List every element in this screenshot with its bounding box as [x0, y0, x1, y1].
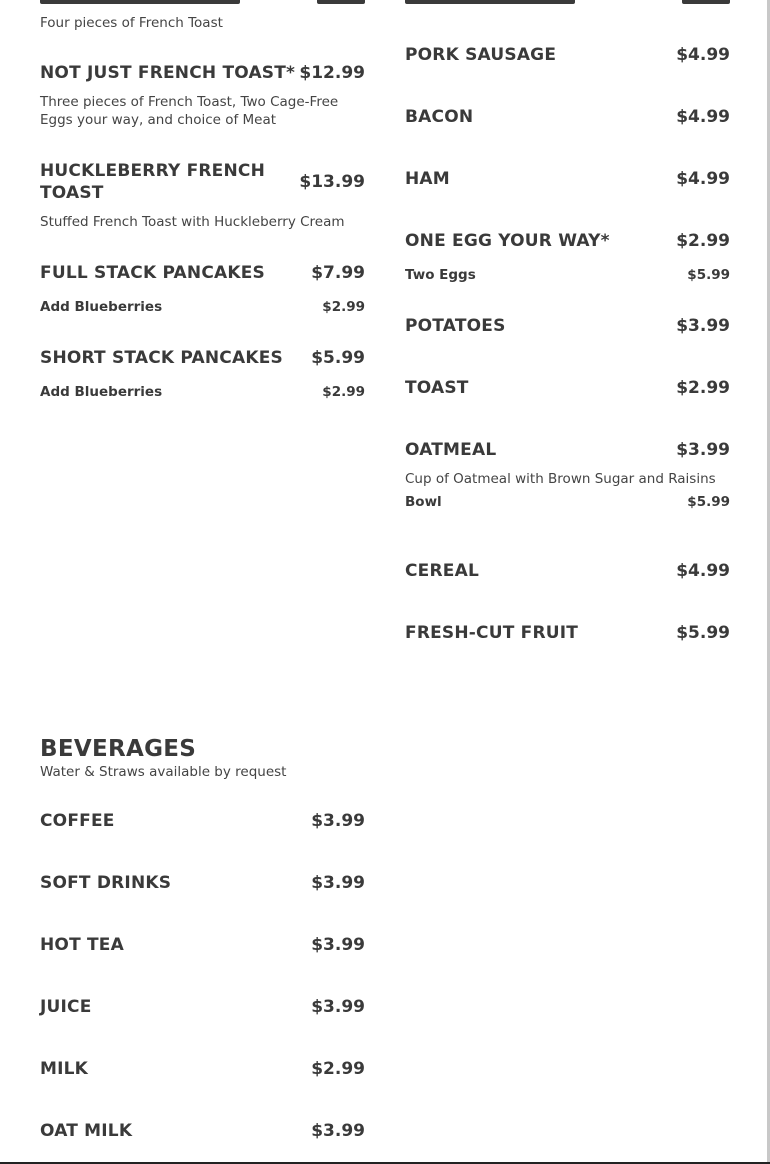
item-price: $4.99: [676, 45, 730, 65]
menu-item: [405, 439, 730, 511]
item-price: $2.99: [311, 1059, 365, 1079]
cut-off-item-name: [405, 0, 575, 4]
item-name: OAT MILK: [40, 1121, 133, 1141]
item-price: $5.99: [676, 623, 730, 643]
item-addon-price: $2.99: [322, 384, 365, 400]
item-name: HOT TEA: [40, 935, 124, 955]
cut-off-item-price: [682, 0, 730, 4]
beverages-section-header: [40, 735, 365, 781]
item-name: HUCKLEBERRY FRENCH TOAST: [40, 161, 266, 203]
item-price: $4.99: [676, 561, 730, 581]
item-name: CEREAL: [405, 561, 479, 581]
item-price: $5.99: [311, 348, 365, 368]
item-price: $3.99: [311, 1121, 365, 1141]
beverage-item: [40, 872, 365, 894]
item-name: FRESH-CUT FRUIT: [405, 623, 579, 643]
item-price: $4.99: [676, 107, 730, 127]
menu-item: [40, 262, 365, 316]
item-name: COFFEE: [40, 811, 115, 831]
section-note: Water & Straws available by request: [40, 764, 287, 780]
item-price: $12.99: [299, 63, 365, 83]
menu-item: [40, 160, 365, 231]
item-description: Four pieces of French Toast: [40, 15, 223, 31]
item-price: $3.99: [311, 873, 365, 893]
item-price: $2.99: [676, 378, 730, 398]
item-price: $2.99: [676, 231, 730, 251]
item-addon-price: $2.99: [322, 299, 365, 315]
item-price: $3.99: [311, 811, 365, 831]
menu-item: [405, 44, 730, 66]
item-name: HAM: [405, 169, 450, 189]
menu-item: [40, 62, 365, 129]
item-name: BACON: [405, 107, 474, 127]
item-description: Cup of Oatmeal with Brown Sugar and Raisins: [405, 471, 716, 487]
menu-item: [405, 622, 730, 644]
cut-off-item-name: [40, 0, 240, 4]
menu-item: [405, 230, 730, 284]
item-name: TOAST: [405, 378, 469, 398]
item-price: $3.99: [676, 316, 730, 336]
item-name: SOFT DRINKS: [40, 873, 172, 893]
item-name: PORK SAUSAGE: [405, 45, 557, 65]
menu-item: [405, 315, 730, 337]
beverage-item: [40, 934, 365, 956]
item-name: OATMEAL: [405, 440, 497, 460]
beverage-item: [40, 810, 365, 832]
beverage-item: [40, 1120, 365, 1142]
menu-item: [405, 377, 730, 399]
beverage-item: [40, 1058, 365, 1080]
menu-item-partial: [40, 14, 365, 32]
item-addon-name: Add Blueberries: [40, 384, 163, 400]
item-name: MILK: [40, 1059, 89, 1079]
beverage-item: [40, 996, 365, 1018]
item-price: $13.99: [299, 172, 365, 192]
item-name: SHORT STACK PANCAKES: [40, 348, 283, 368]
item-addon-name: Add Blueberries: [40, 299, 163, 315]
item-addon-price: $5.99: [687, 494, 730, 510]
item-name: JUICE: [40, 997, 92, 1017]
item-addon-name: Bowl: [405, 494, 442, 510]
item-price: $3.99: [311, 935, 365, 955]
cut-off-item-price: [317, 0, 365, 4]
menu-item: [40, 347, 365, 401]
item-name: FULL STACK PANCAKES: [40, 263, 265, 283]
item-addon-price: $5.99: [687, 267, 730, 283]
item-price: $3.99: [676, 440, 730, 460]
menu-item: [405, 106, 730, 128]
menu-item: [405, 168, 730, 190]
menu-item: [405, 560, 730, 582]
section-title: BEVERAGES: [40, 736, 197, 762]
item-description: Stuffed French Toast with Huckleberry Cream: [40, 214, 345, 230]
item-price: $4.99: [676, 169, 730, 189]
item-price: $3.99: [311, 997, 365, 1017]
item-addon-name: Two Eggs: [405, 267, 476, 283]
item-price: $7.99: [311, 263, 365, 283]
item-description: Three pieces of French Toast, Two Cage-Free Eggs your way, and choice of Meat: [40, 94, 339, 128]
item-name: ONE EGG YOUR WAY*: [405, 231, 610, 251]
item-name: POTATOES: [405, 316, 506, 336]
item-name: NOT JUST FRENCH TOAST*: [40, 63, 296, 83]
